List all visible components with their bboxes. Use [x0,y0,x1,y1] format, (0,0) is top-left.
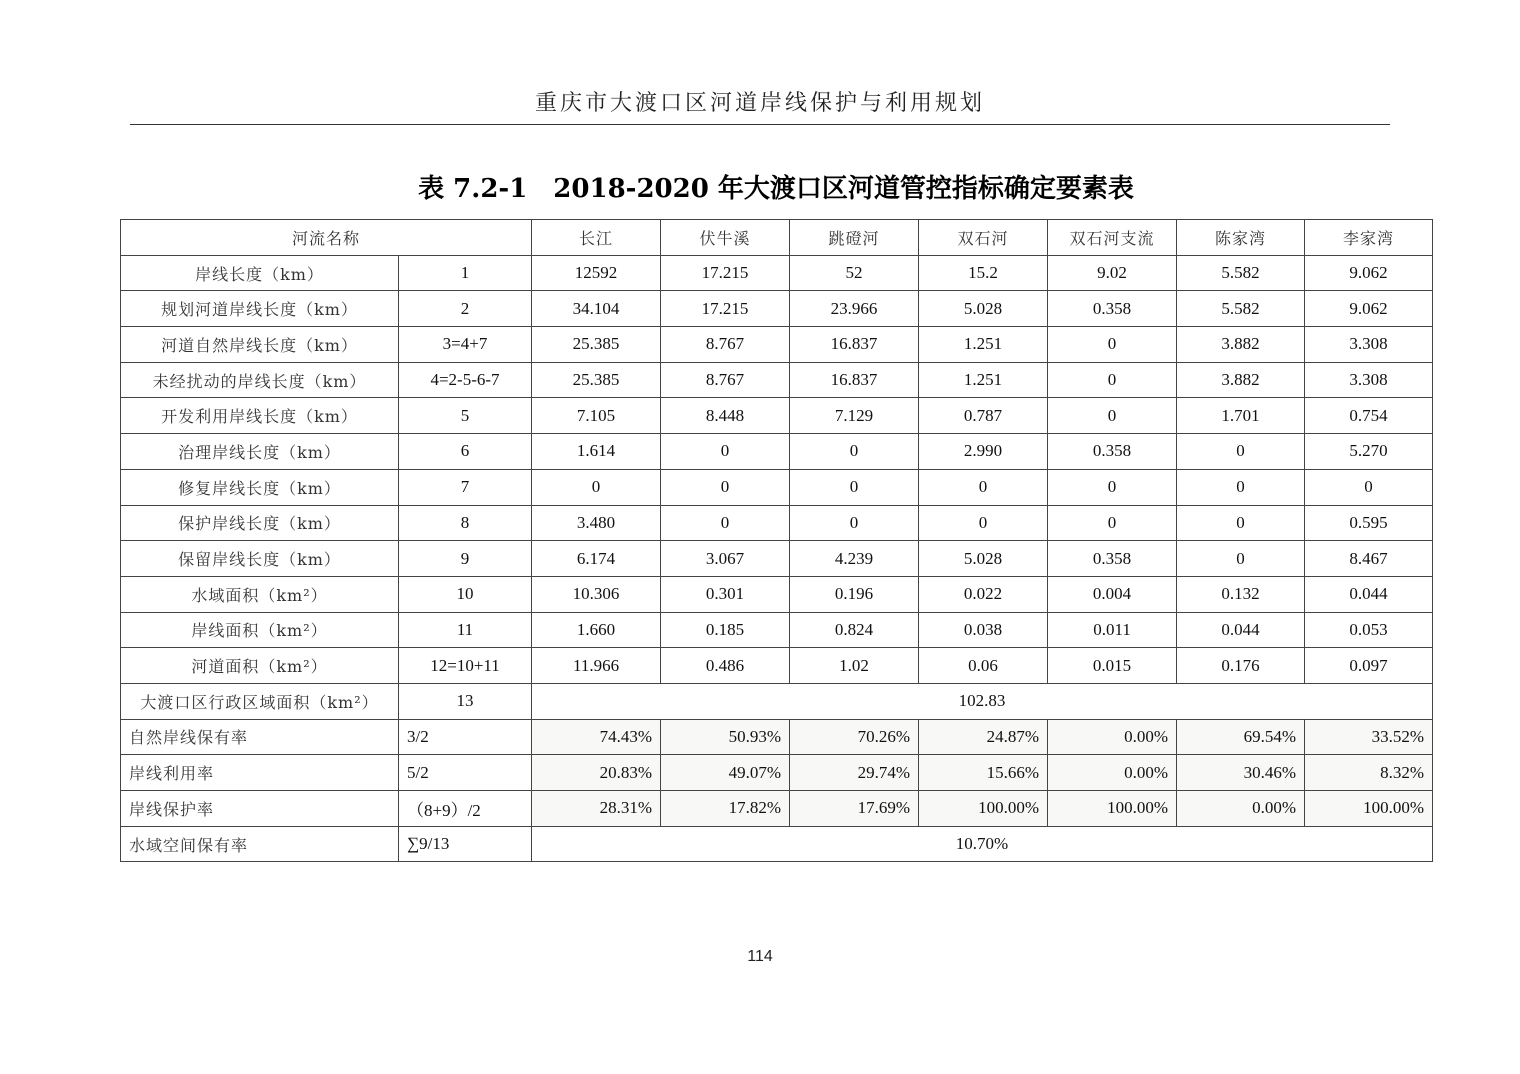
rate-value-cell: 100.00% [1305,791,1433,827]
table-row-water-space [121,826,1433,862]
row-label: 岸线利用率 [121,755,399,791]
row-formula: （8+9）/2 [399,791,532,827]
value-cell: 10.306 [532,576,661,612]
value-cell: 0.044 [1305,576,1433,612]
value-cell: 0 [919,469,1048,505]
value-cell: 5.270 [1305,434,1433,470]
value-cell: 11.966 [532,648,661,684]
river-name-header: 河流名称 [121,220,532,256]
value-cell: 1.251 [919,327,1048,363]
value-cell: 0.358 [1048,291,1177,327]
rate-value-cell: 20.83% [532,755,661,791]
value-cell: 0 [1177,469,1305,505]
value-cell: 16.837 [790,327,919,363]
value-cell: 17.215 [661,291,790,327]
value-cell: 52 [790,255,919,291]
row-label: 岸线面积（km²） [121,612,399,648]
value-cell: 1.660 [532,612,661,648]
value-cell: 0.358 [1048,434,1177,470]
value-cell: 23.966 [790,291,919,327]
row-label: 规划河道岸线长度（km） [121,291,399,327]
value-cell: 16.837 [790,362,919,398]
row-label: 保护岸线长度（km） [121,505,399,541]
value-cell: 0 [661,434,790,470]
row-label: 岸线长度（km） [121,255,399,291]
river-header-shuangshihe: 双石河 [919,220,1048,256]
row-label: 水域空间保有率 [121,826,399,862]
row-formula: 7 [399,469,532,505]
row-label: 岸线保护率 [121,791,399,827]
value-cell: 17.215 [661,255,790,291]
table-row [121,291,1433,327]
rate-value-cell: 50.93% [661,719,790,755]
value-cell: 8.767 [661,327,790,363]
value-cell: 25.385 [532,327,661,363]
rate-value-cell: 74.43% [532,719,661,755]
value-cell: 0.595 [1305,505,1433,541]
row-label: 水域面积（km²） [121,576,399,612]
rate-value-cell: 0.00% [1048,755,1177,791]
row-formula: 11 [399,612,532,648]
value-cell: 0.022 [919,576,1048,612]
row-formula: 5/2 [399,755,532,791]
merged-value-cell: 10.70% [532,826,1433,862]
value-cell: 25.385 [532,362,661,398]
value-cell: 0 [790,469,919,505]
table-row [121,648,1433,684]
row-formula: 10 [399,576,532,612]
row-formula: 4=2-5-6-7 [399,362,532,398]
value-cell: 0.06 [919,648,1048,684]
rate-value-cell: 69.54% [1177,719,1305,755]
value-cell: 3.067 [661,541,790,577]
river-header-funiuxi: 伏牛溪 [661,220,790,256]
value-cell: 0 [1305,469,1433,505]
table-row [121,255,1433,291]
value-cell: 0.176 [1177,648,1305,684]
value-cell: 0 [1048,362,1177,398]
rate-value-cell: 70.26% [790,719,919,755]
value-cell: 1.251 [919,362,1048,398]
rate-value-cell: 29.74% [790,755,919,791]
value-cell: 0.824 [790,612,919,648]
row-label: 大渡口区行政区域面积（km²） [121,683,399,719]
table-row-rate [121,755,1433,791]
value-cell: 0 [532,469,661,505]
row-label: 修复岸线长度（km） [121,469,399,505]
value-cell: 0.754 [1305,398,1433,434]
value-cell: 0.486 [661,648,790,684]
table-row [121,327,1433,363]
table-row [121,541,1433,577]
river-header-tiaodenghe: 跳磴河 [790,220,919,256]
river-header-lijiawan: 李家湾 [1305,220,1433,256]
value-cell: 0 [790,434,919,470]
row-label: 开发利用岸线长度（km） [121,398,399,434]
row-formula: 3=4+7 [399,327,532,363]
value-cell: 0 [1048,505,1177,541]
value-cell: 0 [1177,434,1305,470]
rate-value-cell: 49.07% [661,755,790,791]
value-cell: 3.308 [1305,327,1433,363]
value-cell: 3.308 [1305,362,1433,398]
value-cell: 34.104 [532,291,661,327]
value-cell: 9.062 [1305,291,1433,327]
rate-value-cell: 15.66% [919,755,1048,791]
value-cell: 0.132 [1177,576,1305,612]
value-cell: 7.105 [532,398,661,434]
merged-value-cell: 102.83 [532,683,1433,719]
value-cell: 0 [1177,505,1305,541]
row-formula: 3/2 [399,719,532,755]
value-cell: 0.196 [790,576,919,612]
value-cell: 0.787 [919,398,1048,434]
value-cell: 5.028 [919,291,1048,327]
value-cell: 1.614 [532,434,661,470]
row-label: 河道自然岸线长度（km） [121,327,399,363]
river-header-chenjiawan: 陈家湾 [1177,220,1305,256]
rate-value-cell: 17.82% [661,791,790,827]
rate-value-cell: 100.00% [919,791,1048,827]
page-number: 114 [747,948,773,965]
table-row [121,362,1433,398]
value-cell: 7.129 [790,398,919,434]
value-cell: 3.480 [532,505,661,541]
value-cell: 0.301 [661,576,790,612]
value-cell: 8.448 [661,398,790,434]
header-divider [130,124,1390,125]
value-cell: 5.028 [919,541,1048,577]
rate-value-cell: 8.32% [1305,755,1433,791]
value-cell: 12592 [532,255,661,291]
value-cell: 0 [1048,469,1177,505]
row-label: 河道面积（km²） [121,648,399,684]
row-label: 未经扰动的岸线长度（km） [121,362,399,398]
row-formula: 13 [399,683,532,719]
value-cell: 0 [661,469,790,505]
indicator-table [120,219,1433,862]
table-row-district-area [121,683,1433,719]
row-formula: 5 [399,398,532,434]
table-title: 表 7.2-1 2018-2020 年大渡口区河道管控指标确定要素表 [418,174,1134,204]
table-row-rate [121,719,1433,755]
river-header-changjiang: 长江 [532,220,661,256]
value-cell: 1.02 [790,648,919,684]
value-cell: 5.582 [1177,291,1305,327]
value-cell: 8.467 [1305,541,1433,577]
rate-value-cell: 0.00% [1177,791,1305,827]
row-formula: 6 [399,434,532,470]
value-cell: 2.990 [919,434,1048,470]
value-cell: 0.015 [1048,648,1177,684]
value-cell: 9.02 [1048,255,1177,291]
value-cell: 1.701 [1177,398,1305,434]
value-cell: 5.582 [1177,255,1305,291]
value-cell: 0 [1048,327,1177,363]
value-cell: 0.044 [1177,612,1305,648]
value-cell: 0.004 [1048,576,1177,612]
value-cell: 0 [661,505,790,541]
row-label: 治理岸线长度（km） [121,434,399,470]
row-formula: 8 [399,505,532,541]
rate-value-cell: 24.87% [919,719,1048,755]
table-row-rate [121,791,1433,827]
table-row [121,469,1433,505]
page-header-title: 重庆市大渡口区河道岸线保护与利用规划 [534,91,985,116]
table-row [121,505,1433,541]
rate-value-cell: 17.69% [790,791,919,827]
value-cell: 0 [919,505,1048,541]
rate-value-cell: 100.00% [1048,791,1177,827]
rate-value-cell: 28.31% [532,791,661,827]
value-cell: 0.038 [919,612,1048,648]
value-cell: 15.2 [919,255,1048,291]
row-formula: ∑9/13 [399,826,532,862]
table-row [121,576,1433,612]
value-cell: 0.053 [1305,612,1433,648]
value-cell: 0.011 [1048,612,1177,648]
table-row [121,434,1433,470]
value-cell: 0.358 [1048,541,1177,577]
table-row [121,398,1433,434]
table-header-row [121,220,1433,256]
row-label: 保留岸线长度（km） [121,541,399,577]
table-row [121,612,1433,648]
rate-value-cell: 33.52% [1305,719,1433,755]
row-label: 自然岸线保有率 [121,719,399,755]
row-formula: 2 [399,291,532,327]
value-cell: 3.882 [1177,327,1305,363]
rate-value-cell: 0.00% [1048,719,1177,755]
value-cell: 0.097 [1305,648,1433,684]
value-cell: 3.882 [1177,362,1305,398]
row-formula: 12=10+11 [399,648,532,684]
row-formula: 9 [399,541,532,577]
rate-value-cell: 30.46% [1177,755,1305,791]
value-cell: 4.239 [790,541,919,577]
row-formula: 1 [399,255,532,291]
value-cell: 0 [1177,541,1305,577]
river-header-shuangshihe-tributary: 双石河支流 [1048,220,1177,256]
value-cell: 0.185 [661,612,790,648]
value-cell: 0 [1048,398,1177,434]
value-cell: 0 [790,505,919,541]
value-cell: 6.174 [532,541,661,577]
value-cell: 9.062 [1305,255,1433,291]
value-cell: 8.767 [661,362,790,398]
